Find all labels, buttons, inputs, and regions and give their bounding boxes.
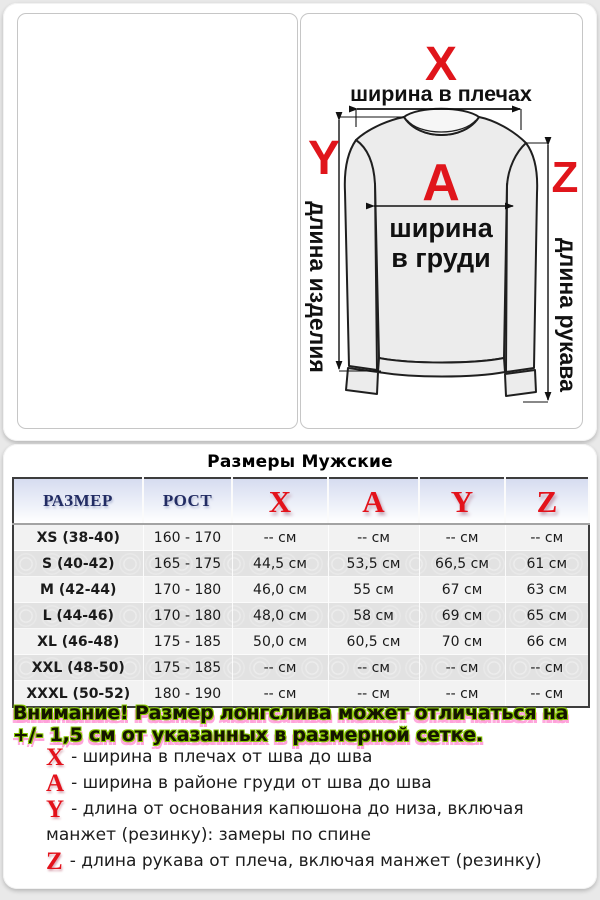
cell-size: XS (38-40) [13,524,143,551]
table-row [13,629,589,655]
diagram-card [3,3,597,441]
cell-a: 58 см [328,603,419,629]
cell-y: -- см [419,524,505,551]
legend-letter-a: A [46,770,65,797]
cell-size: XXL (48-50) [13,655,143,681]
x-caption-label: ширина в плечах [350,82,532,106]
legend-text-x: - ширина в плечах от шва до шва [71,747,373,767]
cell-z: 63 см [505,577,589,603]
size-table-title: Размеры Мужские [207,452,393,472]
cell-a: -- см [328,524,419,551]
col-header-size: РАЗМЕР [13,478,143,524]
cell-z: -- см [505,655,589,681]
cell-y: -- см [419,681,505,708]
cell-a: -- см [328,681,419,708]
col-header-z: Z [505,478,589,524]
longsleeve-measurement-diagram [301,14,582,428]
cell-z: 61 см [505,551,589,577]
cell-size: L (44-46) [13,603,143,629]
cell-x: -- см [232,655,328,681]
legend-text-z: - длина рукава от плеча, включая манжет (резинку) [69,851,542,871]
cell-z: -- см [505,524,589,551]
cell-a: 53,5 см [328,551,419,577]
shirt-right-sleeve [506,143,537,372]
a-caption-line1: ширина [389,213,493,243]
col-header-x: X [232,478,328,524]
legend-item-y [46,796,583,848]
cell-size: M (42-44) [13,577,143,603]
cell-x: 50,0 см [232,629,328,655]
shirt-left-sleeve [345,140,377,370]
cell-z: -- см [505,681,589,708]
cell-height: 175 - 185 [143,629,232,655]
cell-z: 66 см [505,629,589,655]
cell-height: 165 - 175 [143,551,232,577]
legend-letter-x: X [46,744,65,771]
cell-x: 44,5 см [232,551,328,577]
cell-y: 66,5 см [419,551,505,577]
cell-height: 175 - 185 [143,655,232,681]
cell-size: XXXL (50-52) [13,681,143,708]
cell-height: 170 - 180 [143,577,232,603]
cell-x: -- см [232,681,328,708]
col-header-y: Y [419,478,505,524]
cell-height: 180 - 190 [143,681,232,708]
cell-size: XL (46-48) [13,629,143,655]
legend-item-a [46,770,583,796]
cell-y: 67 см [419,577,505,603]
y-letter-label: Y [307,132,341,185]
cell-size: S (40-42) [13,551,143,577]
legend-text-y: - длина от основания капюшона до низа, включая манжет (резинку): замеры по спине [46,799,524,845]
cell-x: -- см [232,524,328,551]
legend-letter-y: Y [46,796,65,823]
legend-text-a: - ширина в районе груди от шва до шва [71,773,432,793]
y-caption-label: длина изделия [305,201,331,373]
size-table [12,477,590,708]
cell-a: 60,5 см [328,629,419,655]
cell-a: -- см [328,655,419,681]
legend-item-x [46,744,583,770]
cell-y: -- см [419,655,505,681]
table-row [13,603,589,629]
z-caption-label: длина рукава [555,238,581,392]
table-row [13,524,589,551]
cell-x: 46,0 см [232,577,328,603]
table-row [13,577,589,603]
col-header-a: A [328,478,419,524]
table-row [13,655,589,681]
cell-height: 160 - 170 [143,524,232,551]
cell-y: 69 см [419,603,505,629]
size-table-card [3,444,597,889]
col-header-height: РОСТ [143,478,232,524]
a-letter-label: A [422,154,460,212]
size-warning-note: Внимание! Размер лонгслива может отличаться на +/- 1,5 см от указанных в размерной сетке. [13,702,569,746]
legend-item-z [46,848,583,874]
x-letter-label: X [424,38,458,91]
legend-letter-z: Z [46,848,63,875]
shirt-right-cuff [505,370,536,396]
a-caption-line2: в груди [391,243,491,273]
measurement-legend [46,744,583,874]
cell-x: 48,0 см [232,603,328,629]
table-row [13,551,589,577]
shirt-left-cuff [346,368,378,394]
z-letter-label: Z [551,153,579,202]
cell-z: 65 см [505,603,589,629]
empty-photo-panel [17,13,298,429]
cell-y: 70 см [419,629,505,655]
size-table-header [13,478,589,524]
measurement-diagram-panel [300,13,583,429]
cell-a: 55 см [328,577,419,603]
cell-height: 170 - 180 [143,603,232,629]
